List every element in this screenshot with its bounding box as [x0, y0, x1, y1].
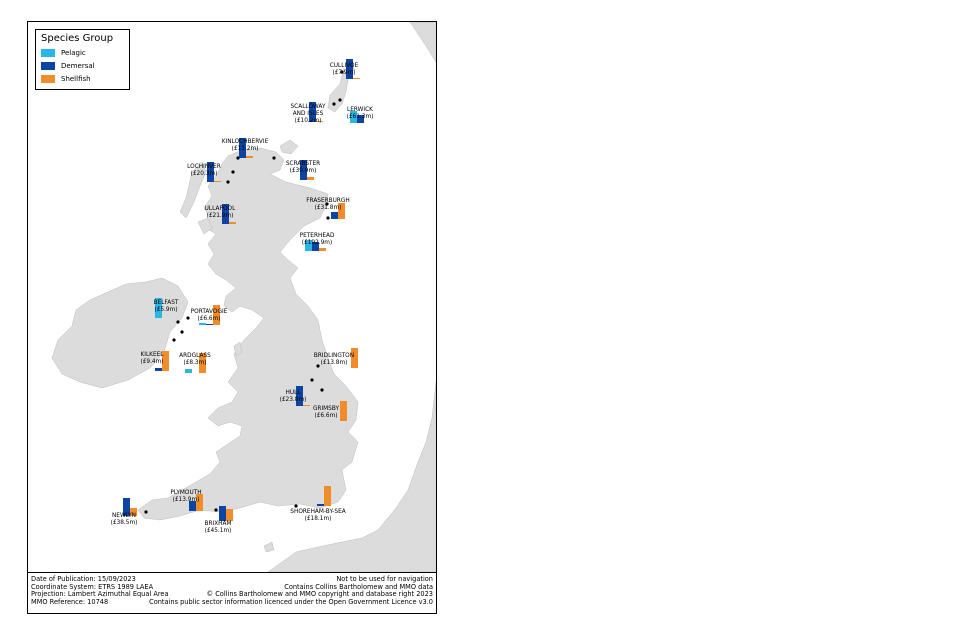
- port-label-kilkeel: KILKEEL (£9.4m): [140, 352, 164, 365]
- mmo-reference: MMO Reference: 10748: [31, 597, 109, 606]
- port-dot-ardglass: [180, 330, 183, 333]
- port-label-lerwick: LERWICK (£61.3m): [346, 107, 374, 120]
- port-dot-shoreham-by-sea: [294, 504, 297, 507]
- port-dot-kilkeel: [172, 338, 175, 341]
- port-dot-hull: [310, 378, 313, 381]
- publication-date: Date of Publication: 15/09/2023: [31, 575, 136, 583]
- navigation-disclaimer: Not to be used for navigation: [336, 575, 433, 583]
- port-dot-brixham: [214, 508, 217, 511]
- port-label-cullivoe: CULLIVOE (£7.9m): [329, 63, 359, 76]
- footer-right: [149, 576, 433, 606]
- bar-shellfish-cullivoe: [353, 78, 360, 79]
- port-label-ardglass: ARDGLASS (£8.3m): [179, 353, 211, 366]
- port-dot-lochinver: [231, 170, 234, 173]
- port-label-plymouth: PLYMOUTH (£13.9m): [170, 490, 202, 503]
- bar-demersal-brixham: [219, 506, 226, 521]
- port-dot-scalloway-and-isles: [332, 102, 335, 105]
- bar-pelagic-ardglass: [185, 369, 192, 373]
- port-label-brixham: BRIXHAM (£45.1m): [204, 521, 232, 534]
- port-dot-newlyn: [144, 510, 147, 513]
- bar-demersal-hull: [296, 386, 303, 406]
- port-label-fraserburgh: FRASERBURGH (£31.8m): [306, 198, 350, 211]
- bar-demersal-shoreham-by-sea: [317, 504, 324, 506]
- legend-label-shellfish: Shellfish: [61, 75, 91, 83]
- bar-demersal-kilkeel: [155, 368, 162, 371]
- legend-item-shellfish: [41, 74, 91, 84]
- port-label-ullapool: ULLAPOOL (£21.9m): [204, 206, 236, 219]
- footer-left: [31, 576, 169, 606]
- coordinate-system: Coordinate System: ETRS 1989 LAEA: [31, 582, 154, 591]
- bar-demersal-portavogie: [206, 324, 213, 325]
- port-label-newlyn: NEWLYN (£38.5m): [110, 513, 138, 526]
- ireland-land: [52, 278, 188, 388]
- port-label-lochinver: LOCHINVER (£20.3m): [187, 164, 221, 177]
- port-dot-portavogie: [186, 316, 189, 319]
- legend-label-pelagic: Pelagic: [61, 49, 86, 57]
- bar-shellfish-scrabster: [307, 177, 314, 180]
- map-footer: [28, 572, 436, 613]
- bar-shellfish-portavogie: [213, 305, 220, 325]
- bar-shellfish-grimsby: [340, 401, 347, 421]
- bar-shellfish-ullapool: [229, 222, 236, 224]
- legend-title: Species Group: [41, 33, 114, 44]
- bar-shellfish-peterhead: [319, 248, 326, 251]
- bar-pelagic-portavogie: [199, 323, 206, 325]
- data-source: Contains Collins Bartholomew and MMO data: [284, 582, 433, 591]
- copyright-notice: © Collins Bartholomew and MMO copyright and database right 2023: [206, 590, 433, 599]
- uk-map: [28, 22, 436, 572]
- bar-demersal-fraserburgh: [331, 212, 338, 219]
- licence-notice: Contains public sector information licenced under the Open Government Licence v3.0: [149, 597, 433, 606]
- legend-item-pelagic: [41, 48, 86, 58]
- legend-swatch-shellfish: [41, 75, 55, 83]
- norway-land: [410, 22, 436, 62]
- bar-shellfish-lochinver: [214, 181, 221, 182]
- port-label-peterhead: PETERHEAD (£192.9m): [299, 233, 335, 246]
- port-label-grimsby: GRIMSBY (£6.6m): [312, 406, 340, 419]
- port-portavogie: [186, 305, 227, 325]
- land-layer: [52, 22, 436, 572]
- port-label-belfast: BELFAST (£5.9m): [153, 300, 179, 313]
- legend: [35, 29, 130, 90]
- legend-swatch-pelagic: [41, 49, 55, 57]
- port-dot-grimsby: [320, 388, 323, 391]
- port-ardglass: [179, 330, 211, 373]
- orkney-land: [280, 140, 298, 154]
- bar-demersal-cullivoe: [346, 59, 353, 79]
- legend-label-demersal: Demersal: [61, 62, 95, 70]
- port-label-hull: HULL (£23.8m): [279, 390, 307, 403]
- map-frame: [27, 21, 437, 614]
- channel-islands-land: [264, 542, 274, 552]
- projection: Projection: Lambert Azimuthal Equal Area: [31, 590, 169, 599]
- bar-shellfish-shoreham-by-sea: [324, 486, 331, 506]
- port-label-kinlochbervie: KINLOCHBERVIE (£11.2m): [221, 139, 269, 152]
- port-label-bridlington: BRIDLINGTON (£13.8m): [313, 353, 355, 366]
- bar-shellfish-brixham: [226, 509, 233, 521]
- port-label-scalloway-and-isles: SCALLOWAY AND ISLES (£10.2m): [290, 104, 326, 124]
- port-label-portavogie: PORTAVOGIE (£6.6m): [190, 309, 228, 322]
- port-dot-ullapool: [226, 180, 229, 183]
- port-dot-lerwick: [338, 98, 341, 101]
- port-dot-belfast: [176, 320, 179, 323]
- bar-shellfish-kinlochbervie: [246, 156, 253, 158]
- legend-swatch-demersal: [41, 62, 55, 70]
- port-label-scrabster: SCRABSTER (£39.9m): [285, 161, 321, 174]
- port-dot-scrabster: [272, 156, 275, 159]
- port-dot-peterhead: [326, 216, 329, 219]
- legend-item-demersal: [41, 61, 95, 71]
- port-lerwick: [338, 98, 373, 123]
- port-label-shoreham-by-sea: SHOREHAM-BY-SEA (£18.1m): [290, 509, 346, 522]
- port-dot-bridlington: [316, 364, 319, 367]
- bar-shellfish-hull: [303, 405, 310, 406]
